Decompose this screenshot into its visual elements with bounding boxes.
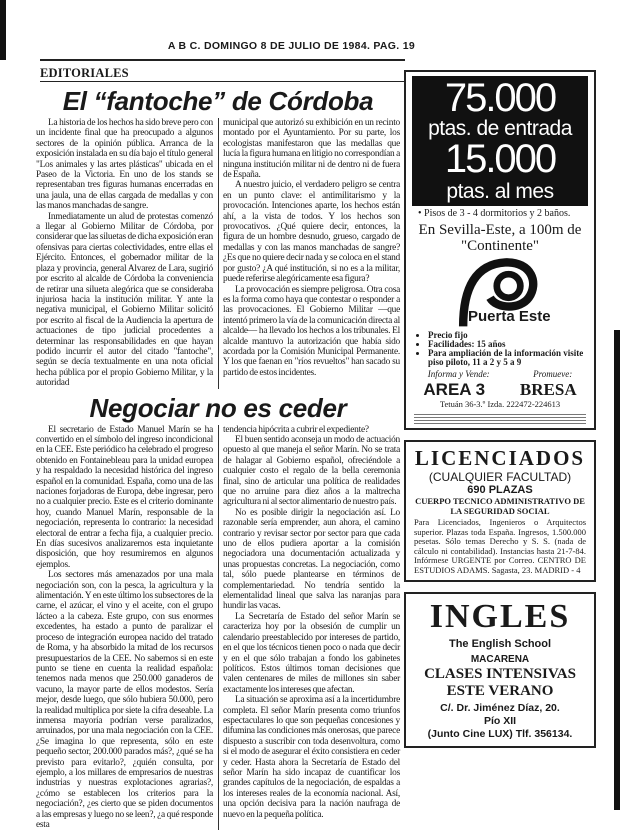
article-title: El “fantoche” de Córdoba (62, 86, 374, 116)
section-heading: EDITORIALES (40, 66, 129, 80)
ad-headline: CLASES INTENSIVAS (424, 666, 576, 682)
address: Pío XII (483, 715, 517, 727)
ad-body-heading: CUERPO TECNICO ADMINISTRATIVO DE LA SEGURIDAD SOCIAL (415, 496, 585, 516)
list-item: • Facilidades: 15 años (428, 340, 586, 349)
ad-headline: ESTE VERANO (446, 683, 554, 699)
monthly-label: ptas. al mes (446, 180, 554, 203)
price-block (412, 76, 588, 206)
paragraph: El secretario de Estado Manuel Marín se ha convertido en el símbolo del ingreso incondicional en la CEE. Este periódico ha celebrado el progreso obtenido en Fontainebleau para la unidad europea y ha respaldado la necesidad histórica del ingreso español en la comunidad. España, como una de las naciones forjadoras de Europa, debe ingresar, pero no a cualquier precio. Este es el criterio dominante hoy, cuando Manuel Marín, responsable de la negociación, representa lo contrario: la necesidad electoral de entrar a fecha fija, a cualquier precio. En días sucesivos analizaremos esta inquietante disposición, que hoy resumiremos en algunos ejemplos. (36, 424, 213, 570)
advertisements-column (404, 70, 596, 758)
article-columns (36, 425, 400, 831)
advertisement-licenciados (404, 440, 596, 582)
article-columns (36, 118, 400, 389)
down-payment-price: 75.000 (444, 76, 556, 120)
paragraph: municipal que autorizó su exhibición en un recinto montado por el Ayuntamiento. Por su parte, los ecologistas manifestaron que las medallas que lucía la figura humana en litigio no correspondían a ninguna institución militar ni de dentro ni de fuera de España. (223, 118, 400, 181)
positions-count: 690 PLAZAS (467, 484, 533, 496)
fine-print (414, 412, 586, 424)
ad-title: LICENCIADOS (414, 446, 586, 470)
promoter-name: BRESA (519, 380, 577, 399)
divider (40, 59, 405, 61)
paragraph: A nuestro juicio, el verdadero peligro se centra en un punto clave: el antimilitarismo y la provocación. Intenciones aparte, los hechos están ahí, a la vista de todos. Y los hechos son provocativos. ¿Qué quiere decir, entonces, la figura de un hombre desnudo, grueso, cargado de medallas y con las manos manchadas de sangre? ¿Es que no quiere decir nada y se coloca en el stand por gusto? ¿A qué institución, si no es a la militar, puede referirse alegóricamente esa figura? (223, 180, 400, 285)
paragraph: No es posible dirigir la negociación así. Lo razonable sería emprender, aun ahora, el camino contrario y revisar sector por sector para que cada uno de ellos pudiera aportar a la comisión negociadora una documentación actualizada y unas propuestas concretas. La negociación, como tal, sólo puede plantearse en términos de complementariedad. No tendría sentido la elementalidad lineal que salva las naranjas para hundir las vacas. (223, 507, 400, 612)
editorial-area (36, 84, 400, 830)
feature-text: • Pisos de 3 - 4 dormitorios y 2 baños. (418, 208, 571, 219)
seller-label: Informa y Vende: (427, 369, 490, 379)
paragraph: El buen sentido aconseja un modo de actuación opuesto al que maneja el señor Marín. No se trata de halagar al Gobierno español, ofreciéndole a cualquier costo el regalo de la bella ceremonia final, sino de articular una política de realidades que no arruine para diez años a la maltrecha agricultura ni al sector alimentario de nuestro país. (223, 434, 400, 508)
puerta-este-logo (406, 254, 594, 328)
scan-edge (614, 330, 620, 810)
article-negociar (36, 393, 400, 831)
paragraph: Inmediatamente un alud de protestas comenzó a llegar al Gobierno Militar de Córdoba, por considerar que las siluetas de dicha exposición eran ofensivas para ciertas colectividades, entre ellas el Ejército. Entonces, el gobernador militar de la plaza y provincia, general Alvarez de Lara, sugirió por escrito al alcalde de Córdoba la conveniencia de retirar una silueta alegórica que se consideraba injuriosa hacia la institución militar. Y ante la negativa municipal, el Gobierno Militar solicitó por escrito al fiscal de la Audiencia la apertura de actuaciones de tipo judicial procedentes a determinar las responsabilidades en que hayan podido incurrir el autor del citado "fantoche", según se decía textualmente en una nota oficial hecha pública por el propio Gobierno Militar, y la autoridad (36, 211, 213, 389)
paragraph: La provocación es siempre peligrosa. Otra cosa es la forma como haya que contestar o responder a las provocaciones. El Gobierno Militar —que intentó primero la vía de la comunicación directa al alcalde— ha llevado los hechos a los tribunales. El alcalde mantuvo la autorización que había sido acordada por la Comisión Municipal Permanente. Y los que faenan en "ríos revueltos" han sacado su partido de estos incidentes. (223, 284, 400, 378)
paragraph: tendencia hipócrita a cubrir el expediente? (223, 424, 369, 435)
article-title: Negociar no es ceder (89, 392, 347, 423)
list-item: • Para ampliación de la información visite piso piloto, 11 a 2 y 5 a 9 (428, 349, 586, 367)
school-name: The English School (448, 638, 552, 650)
advertisement-puerta-este (404, 70, 596, 430)
list-item: • Precio fijo (428, 331, 586, 340)
feature-list (428, 331, 586, 367)
promoter-label: Promueve: (533, 369, 573, 379)
down-payment-label: ptas. de entrada (428, 117, 572, 140)
branch-name: MACARENA (470, 654, 530, 665)
ad-body: Para Licenciados, Ingenieros o Arquitectos superior. Plazas toda España. Ingresos, 1.500.000 pesetas. Sólo temas Derecho y S. S. (nada de cálculo ni contabilidad). Instancias hasta 21-7-84. Infórmese URGENTE por Correo. CENTRO DE ESTUDIOS ADAMS. Sagasta, 23. MADRID - 4 (414, 517, 586, 575)
location-text: En Sevilla-Este, a 100m de "Continente" (418, 222, 582, 254)
monthly-price: 15.000 (444, 137, 556, 181)
address: C/. Dr. Jiménez Díaz, 20. (440, 702, 560, 714)
divider (40, 81, 405, 82)
ad-subtitle: (CUALQUIER FACULTAD) (428, 470, 572, 484)
page-dateline: A B C. DOMINGO 8 DE JULIO DE 1984. PAG. 19 (167, 40, 415, 52)
paragraph: La historia de los hechos ha sido breve pero con un incidente final que ha preocupado a algunos sectores de la opinión pública. Arranca de la exposición instalada en su día bajo el título general "Los animales y las artes plásticas" ubicada en el Paseo de la Victoria. En uno de los stands se representaban tres figuras humanas encerradas en una jaula, una de ellas cargada de medallas y con las manos manchadas de sangre. (36, 118, 213, 212)
paragraph: La situación se aproxima así a la incertidumbre completa. El señor Marín presenta como triunfos espectaculares lo que son pequeñas concesiones y difumina las condiciones más onerosas, que parece dispuesto a suscribir con toda desenvoltura, como si el modo de asegurar el éxito consistiera en ceder y ceder. Hasta ahora la Secretaría de Estado del señor Marín ha sido incapaz de cuantificar los grandes capítulos de la negociación, de espaldas a los intereses reales de la economía nacional. Así, una opción decisiva para la nación naufraga de nuevo en la pequeña política. (223, 695, 400, 820)
ad-title: INGLES (429, 598, 571, 635)
contact-phone: Tetuán 36-3.º Izda. 222472-224613 (439, 399, 561, 409)
advertisement-ingles (404, 592, 596, 748)
seller-name: AREA 3 (423, 380, 486, 399)
scan-edge (0, 0, 6, 60)
address: (Junto Cine LUX) Tlf. 356134. (427, 728, 573, 740)
article-fantoche (36, 86, 400, 389)
paragraph: La Secretaría de Estado del señor Marín se caracteriza hoy por la obsesión de cumplir un calendario preestablecido por intereses de partido, en el que los técnicos tienen poco o nada que decir y en el que sólo trabajan a fondo los gabinetes políticos. Estos últimos toman decisiones que valen centenares de miles de millones sin saber exactamente los intereses que afectan. (223, 611, 400, 695)
paragraph: Los sectores más amenazados por una mala negociación son, con la pesca, la agricultura y la alimentación. Y en este último los subsectores de la carne, el azúcar, el vino y el aceite, con el grupo lácteo a la cabeza. Este grupo, con sus enormes excedentes, ha estado a punto de paralizar el proceso de integración europea nacido del tratado de Roma, y ha absorbido la mitad de los recursos presupuestarios de la CEE. No sabemos si en este punto se tiene en cuenta la realidad española: tenemos nada menos que 250.000 ganaderos de vacuno, la mayor parte de ellos modestos. Sería mejor, desde luego, que sólo hubiera 50.000, pero la realidad multiplica por siete la cifra deseable. La inmensa mayoría podrían verse paralizados, arruinados, por una mala negociación con la CEE. ¿Se imagina lo que representa, sólo en este pequeño sector, 200.000 parados más?, ¿qué se ha previsto para evitarlo?, ¿quién consulta, por ejemplo, a los millares de empresarios de nuestras industrias y nuestras explotaciones agrarias?, ¿cómo se establecen los criterios para la negociación?, ¿es cierto que se piden documentos a las empresas y luego no se leen?, ¿a qué responde esta (36, 570, 213, 830)
brand-name: Puerta Este (468, 308, 551, 325)
